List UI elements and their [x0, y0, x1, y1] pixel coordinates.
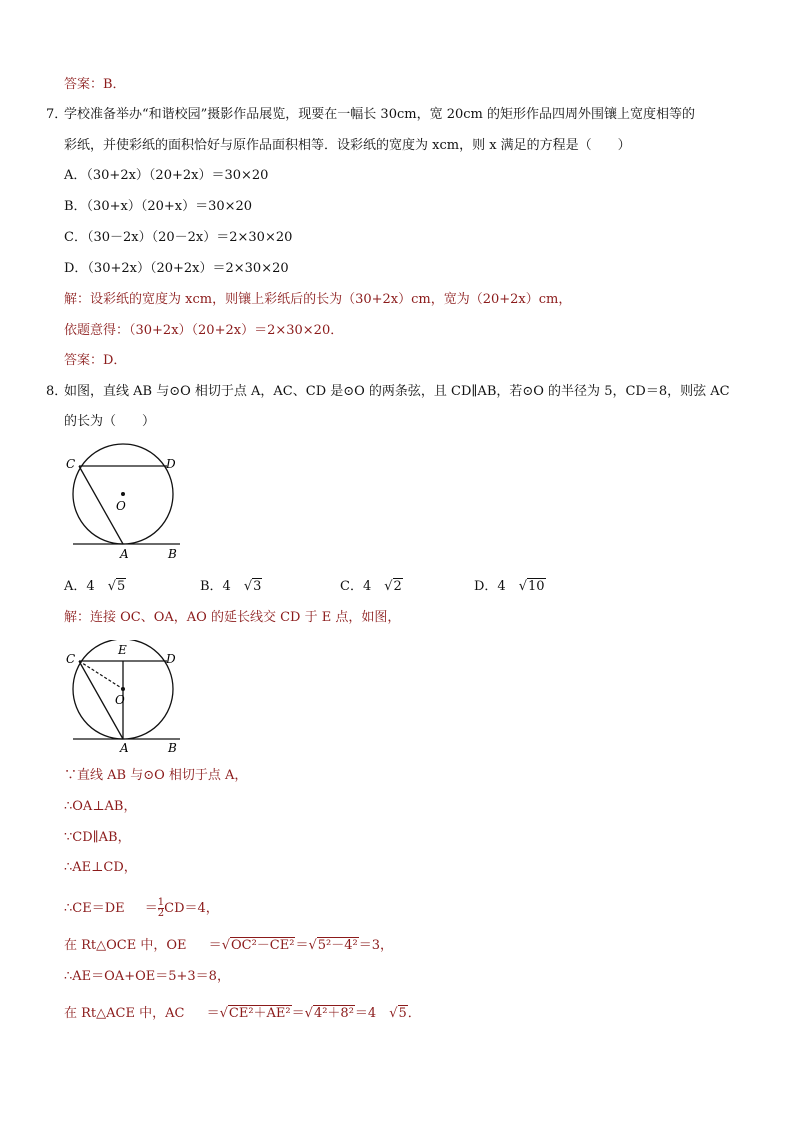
label-e-2: E	[118, 643, 127, 657]
q7-option-c: C．（30－2x）（20－2x）＝2×30×20	[64, 230, 293, 245]
q8-option-c: C．4 √2	[340, 579, 402, 594]
q7-stem-line2: 彩纸，并使彩纸的面积恰好与原作品面积相等．设彩纸的宽度为 xcm，则 x 满足的方程是（ ）	[64, 138, 631, 153]
previous-answer: 答案：B．	[64, 77, 126, 92]
label-b: B	[168, 547, 177, 561]
q7-solution-line1: 解：设彩纸的宽度为 xcm，则镶上彩纸后的长为（30+2x）cm，宽为（20+2x）cm，	[64, 292, 572, 307]
q8-step6: 在 Rt△OCE 中，OE ＝√OC²－CE²＝√5²－4²＝3，	[64, 938, 394, 953]
q8-step7: ∴AE＝OA+OE＝5+3＝8，	[64, 969, 230, 984]
q7-solution-line2: 依题意得：（30+2x）（20+2x）＝2×30×20．	[64, 323, 344, 338]
q7-stem-line1: 学校准备举办“和谐校园”摄影作品展览，现要在一幅长 30cm，宽 20cm 的矩形作品四周外围镶上宽度相等的	[64, 107, 695, 122]
q8-figure-circle-tangent	[60, 440, 190, 565]
q8-step4: ∴AE⊥CD，	[64, 860, 137, 875]
q7-answer: 答案：D．	[64, 353, 127, 368]
q8-step2: ∴OA⊥AB，	[64, 799, 137, 814]
q8-option-a: A．4 √5	[64, 579, 126, 594]
label-c: C	[66, 457, 76, 471]
label-d: D	[166, 457, 176, 471]
label-a-2: A	[120, 741, 129, 755]
q8-step1: ∵直线 AB 与⊙O 相切于点 A，	[64, 768, 248, 783]
q8-solution-intro: 解：连接 OC、OA，AO 的延长线交 CD 于 E 点，如图，	[64, 610, 401, 625]
label-c-2: C	[66, 652, 76, 666]
q8-solution-figure	[60, 640, 190, 758]
q7-option-a: A．（30+2x）（20+2x）＝30×20	[64, 168, 269, 183]
q8-step8: 在 Rt△ACE 中，AC ＝√CE²＋AE²＝√4²＋8²＝4 √5．	[64, 1006, 421, 1021]
q8-option-d: D．4 √10	[474, 579, 545, 594]
label-o: O	[116, 499, 126, 513]
q8-option-b: B．4 √3	[200, 579, 262, 594]
q8-step5: ∴CE＝DE ＝ $\frac{1}{2}$ CD＝4，	[64, 897, 219, 919]
label-a: A	[120, 547, 129, 561]
q7-option-d: D．（30+2x）（20+2x）＝2×30×20	[64, 261, 289, 276]
q7-number: 7．	[46, 107, 68, 122]
label-d-2: D	[166, 652, 176, 666]
q7-option-b: B．（30+x）（20+x）＝30×20	[64, 199, 253, 214]
q8-stem-line2: 的长为（ ）	[64, 414, 156, 429]
q8-step3: ∵CD∥AB，	[64, 830, 131, 845]
q8-number: 8．	[46, 384, 68, 399]
q8-stem-line1: 如图，直线 AB 与⊙O 相切于点 A，AC、CD 是⊙O 的两条弦，且 CD∥AB，若⊙O 的半径为 5，CD＝8，则弦 AC	[64, 384, 730, 399]
label-b-2: B	[168, 741, 177, 755]
label-o-2: O	[115, 693, 125, 707]
